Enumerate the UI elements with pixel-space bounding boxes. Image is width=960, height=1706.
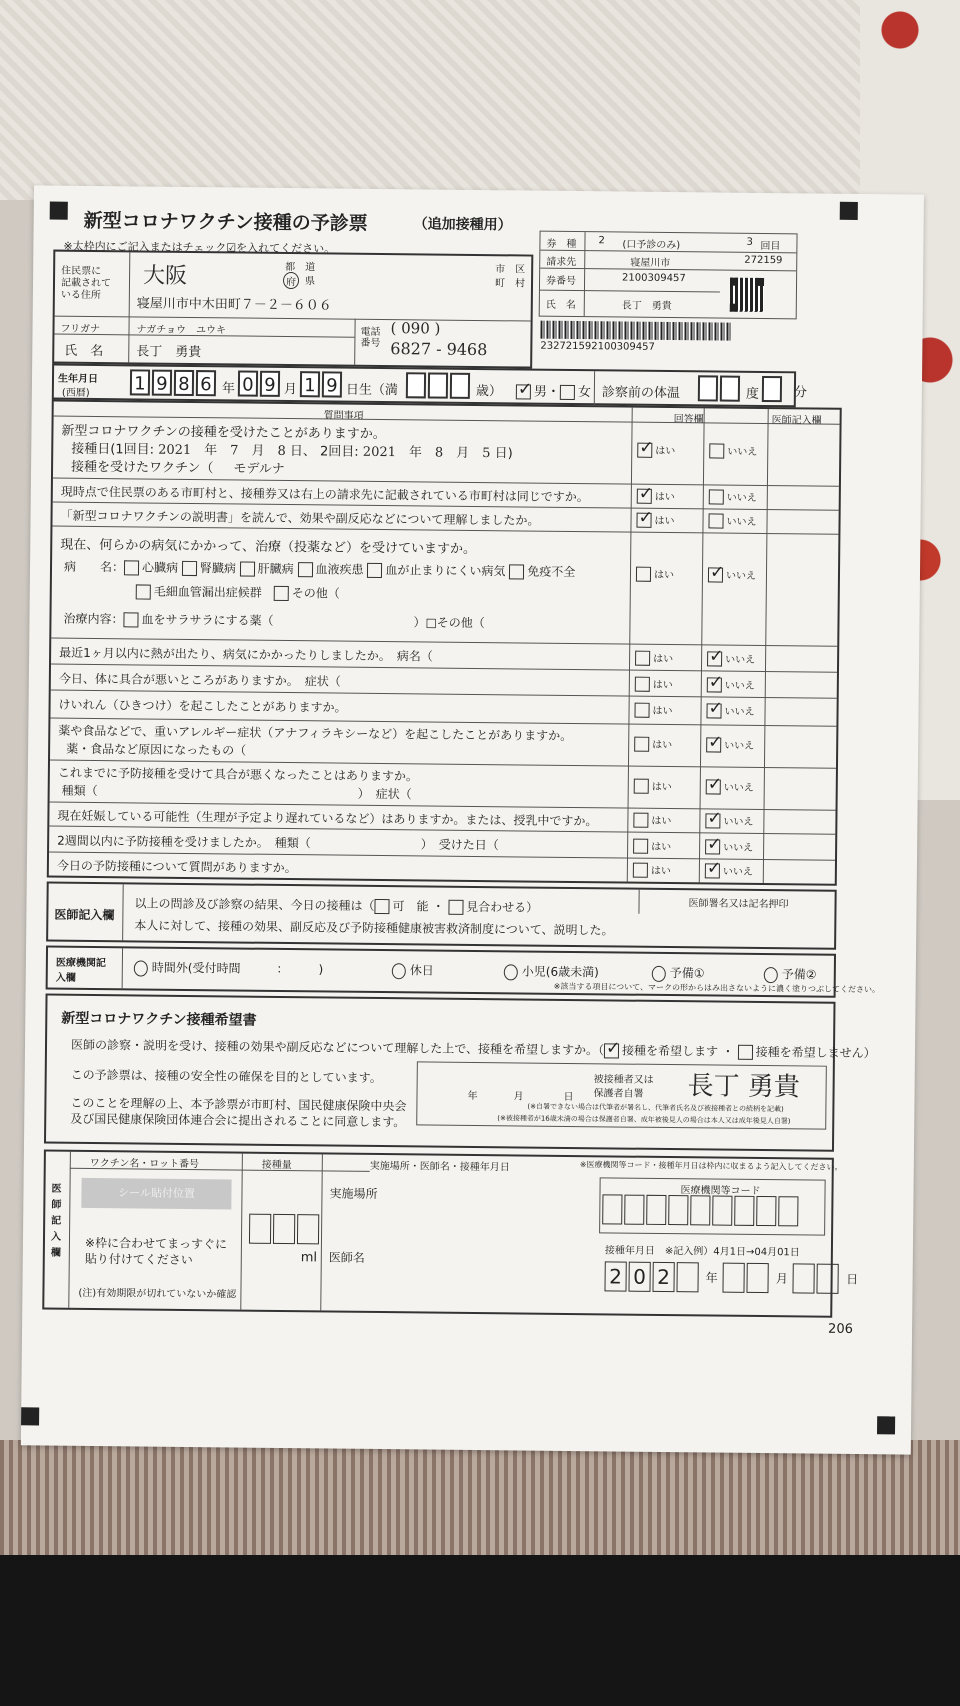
question-text: 種類（ xyxy=(61,783,98,799)
no-checkbox[interactable] xyxy=(705,813,720,828)
registration-mark xyxy=(877,1416,895,1434)
vaccination-record-section xyxy=(42,1149,859,1317)
no-label: いいえ xyxy=(727,446,758,458)
question-text: 現時点で住民票のある市町村と、接種券又は右上の請求先に記載されている市町村は同じですか。 xyxy=(60,484,589,505)
yes-label: はい xyxy=(655,445,676,458)
dark-background xyxy=(0,1555,960,1706)
question-text: 今日の予防接種について質問がありますか。 xyxy=(56,858,297,876)
yes-label: はい xyxy=(650,865,671,878)
year-label: 年 xyxy=(221,381,235,397)
capillary-checkbox[interactable] xyxy=(136,584,151,599)
date-year-label: 年 xyxy=(705,1270,718,1286)
billing-label: 請求先 xyxy=(546,256,577,269)
code-digit-box[interactable] xyxy=(712,1196,732,1226)
birth-year-digit: 1 xyxy=(130,369,150,395)
vaccination-date-label: 接種年月日 xyxy=(604,1245,655,1257)
city-kind: 村 xyxy=(514,278,526,290)
no-checkbox[interactable] xyxy=(709,489,724,504)
yes-checkbox[interactable] xyxy=(633,813,648,828)
yes-label: はい xyxy=(652,739,673,752)
sticker-note: ※枠に合わせてまっすぐに xyxy=(84,1235,228,1252)
ticket-type-note: (口予診のみ) xyxy=(622,239,681,252)
month-digit-box[interactable] xyxy=(747,1263,769,1293)
question-text: 最近1ヶ月以内に熱が出たり、病気にかかったりしましたか。 病名（ xyxy=(59,645,433,664)
pref-kind: 県 xyxy=(304,276,316,288)
name-value: 長丁 勇貴 xyxy=(136,344,202,361)
question-text: 新型コロナワクチンの接種を受けたことがありますか。 xyxy=(61,423,386,443)
dose-digit-box[interactable] xyxy=(273,1214,295,1244)
female-checkbox[interactable] xyxy=(560,385,575,400)
question-text: ） 受けた日（ xyxy=(420,837,499,853)
consent-text: 医師の診察・説明を受け、接種の効果や副反応などについて理解した上で、接種を希望しますか。（ xyxy=(70,1037,605,1058)
phone-number: 6827 - 9468 xyxy=(390,339,488,360)
question-text: 接種を受けたワクチン（ xyxy=(70,459,214,477)
temp-decimal-label: 分 xyxy=(793,385,807,401)
yes-label: はい xyxy=(651,815,672,828)
institution-code-box xyxy=(599,1177,826,1235)
birth-day xyxy=(300,371,344,397)
doctor-text: ） xyxy=(526,900,539,915)
blood-checkbox[interactable] xyxy=(297,562,312,577)
no-label: いいえ xyxy=(726,516,757,528)
address-label: いる住所 xyxy=(60,289,101,302)
no-label: いいえ xyxy=(723,782,754,794)
question-row xyxy=(53,416,840,486)
yes-checkbox[interactable] xyxy=(634,779,649,794)
year-digit: 0 xyxy=(628,1262,650,1292)
doctor-name-label: 医師名 xyxy=(328,1250,365,1265)
registration-mark xyxy=(840,202,858,220)
no-label: いいえ xyxy=(723,816,754,828)
signature-box xyxy=(416,1061,827,1129)
age-box[interactable] xyxy=(450,373,470,399)
not-want-label: 接種を希望しません） xyxy=(755,1044,876,1061)
ticket-info-panel xyxy=(539,231,798,320)
reserve1-mark[interactable] xyxy=(652,965,666,981)
birth-year-digit: 9 xyxy=(152,370,172,396)
form-title: 新型コロナワクチン接種の予診票 xyxy=(83,209,368,235)
barcode-number: 232721592100309457 xyxy=(540,340,655,353)
month-digit-box[interactable] xyxy=(723,1263,745,1293)
code-digit-box[interactable] xyxy=(668,1195,688,1225)
disease-option: 毛細血管漏出症候群 xyxy=(153,584,262,600)
instruction-text: ※太枠内にご記入またはチェック☑を入れてください。 xyxy=(63,239,336,256)
disease-option: 腎臓病 xyxy=(199,561,236,576)
date-day-label: 日 xyxy=(846,1272,859,1287)
dose-digit-box[interactable] xyxy=(297,1214,319,1244)
pref-kind: 都 xyxy=(285,261,296,274)
age-box[interactable] xyxy=(406,372,426,398)
consent-month-label: 月 xyxy=(513,1091,524,1103)
yes-checkbox[interactable] xyxy=(635,677,650,692)
consent-text: このことを理解の上、本予診票が市町村、国民健康保険中央会 xyxy=(70,1095,407,1114)
date-month-label: 月 xyxy=(775,1271,789,1286)
no-label: いいえ xyxy=(725,570,757,582)
phone-area-code: ( 090 ) xyxy=(390,319,441,338)
vaccination-date xyxy=(604,1261,858,1294)
code-digit-box[interactable] xyxy=(778,1196,798,1226)
first-dose-date: 2021 年 7 月 8 xyxy=(158,442,286,459)
signature: 長丁 勇貴 xyxy=(687,1071,801,1103)
birth-label: 生年月日 xyxy=(57,373,99,386)
doctor-text: 以上の問診及び診察の結果、今日の接種は（ xyxy=(134,896,375,913)
temp-box[interactable] xyxy=(720,376,740,402)
code-digit-box[interactable] xyxy=(756,1196,776,1226)
code-digit-box[interactable] xyxy=(602,1194,622,1224)
yes-label: はい xyxy=(652,679,673,692)
consent-title: 新型コロナワクチン接種希望書 xyxy=(61,1010,257,1029)
institution-label: 医療機関記入欄 xyxy=(55,957,106,984)
day-digit-box[interactable] xyxy=(817,1264,839,1294)
holiday-mark[interactable] xyxy=(392,963,406,979)
code-digit-box[interactable] xyxy=(646,1195,666,1225)
yes-label: はい xyxy=(652,705,673,718)
no-checkbox[interactable] xyxy=(705,839,720,854)
header-answer: 回答欄 xyxy=(673,414,704,426)
page-number: 206 xyxy=(828,1321,853,1337)
birth-year-digit: 6 xyxy=(196,370,216,396)
city-kind: 区 xyxy=(515,264,526,276)
question-text: 接種日(1回目: xyxy=(71,441,155,458)
day-label: 日生（満 xyxy=(345,382,398,399)
no-checkbox[interactable] xyxy=(706,703,721,718)
day-digit-box[interactable] xyxy=(793,1263,815,1293)
heart-checkbox[interactable] xyxy=(124,560,139,575)
city-kind: 市 xyxy=(495,264,506,276)
option-label: 時間外(受付時間 ： ) xyxy=(151,960,324,977)
no-label: いいえ xyxy=(724,680,755,692)
no-label: いいえ xyxy=(723,842,754,854)
no-checkbox[interactable] xyxy=(707,677,722,692)
sticker-note: 貼り付けてください xyxy=(84,1251,193,1268)
year-digit-box[interactable] xyxy=(676,1262,698,1292)
yes-label: はい xyxy=(654,491,675,504)
code-digit-box[interactable] xyxy=(690,1195,710,1225)
pref-kind: 道 xyxy=(305,262,316,274)
yes-checkbox[interactable] xyxy=(635,651,650,666)
signature-note: (※被接種者が16歳未満の場合は保護者自署、成年被後見人の場合は本人又は成年後見人自署) xyxy=(497,1114,791,1126)
dose-header: 接種量 xyxy=(261,1159,292,1172)
bleeding-checkbox[interactable] xyxy=(367,563,382,578)
birth-year xyxy=(130,369,218,396)
no-checkbox[interactable] xyxy=(705,863,720,878)
disease-option: 免疫不全 xyxy=(527,564,576,580)
question-text: これまでに予防接種を受けて具合が悪くなったことはありますか。 xyxy=(57,765,418,784)
possible-label: 可 能 xyxy=(392,899,429,914)
doctor-text: 本人に対して、接種の効果、副反応及び予防接種健康被害救済制度について、説明した。 xyxy=(134,918,614,938)
temperature-label: 診察前の体温 xyxy=(601,385,680,402)
dose-number: 3 xyxy=(746,236,753,248)
consent-day-label: 日 xyxy=(563,1091,574,1104)
consent-text: この予診票は、接種の安全性の確保を目的としています。 xyxy=(70,1067,382,1086)
question-text: 薬・食品など原因になったもの（ xyxy=(66,741,247,758)
yes-checkbox[interactable] xyxy=(633,863,648,878)
header-doctor: 医師記入欄 xyxy=(771,415,822,427)
consent-text: 及び国民健康保険団体連合会に提出されることに同意します。 xyxy=(70,1111,406,1130)
qr-code xyxy=(730,278,764,312)
billing-code: 272159 xyxy=(744,254,783,267)
ticket-number-value: 2100309457 xyxy=(622,272,686,285)
disease-label: 病 名： xyxy=(63,559,125,575)
option-label: 予備① xyxy=(669,966,705,981)
question-text: 薬や食品などで、重いアレルギー症状（アナフィラキシーなど）を起こしたことがありますか。 xyxy=(58,723,573,744)
expiry-note: (注)有効期限が切れていないか確認 xyxy=(78,1287,237,1301)
yes-checkbox[interactable] xyxy=(633,839,648,854)
name-label: 氏 名 xyxy=(64,343,104,360)
year-digit: 2 xyxy=(652,1262,674,1292)
question-text: 現在妊娠している可能性（生理が予定より遅れているなど）はありますか。または、授乳中ですか。 xyxy=(57,808,598,829)
no-label: いいえ xyxy=(724,706,755,718)
possible-checkbox[interactable] xyxy=(374,899,389,914)
ticket-type-label: 券 種 xyxy=(546,238,577,251)
place-label: 実施場所 xyxy=(329,1186,378,1201)
no-checkbox[interactable] xyxy=(706,737,721,752)
not-want-checkbox[interactable] xyxy=(738,1045,753,1060)
form-subtitle: （追加接種用） xyxy=(413,216,512,234)
no-checkbox[interactable] xyxy=(708,567,723,582)
birth-day-digit: 1 xyxy=(300,371,320,397)
blood-thinner-checkbox[interactable] xyxy=(123,612,138,627)
immune-checkbox[interactable] xyxy=(509,564,524,579)
date-example: ※記入例）4月1日→04月01日 xyxy=(664,1246,800,1259)
option-label: 予備② xyxy=(781,967,817,982)
question-text: 現在、何らかの病気にかかって、治療（投薬など）を受けていますか。 xyxy=(60,537,477,557)
yes-checkbox[interactable] xyxy=(636,567,651,582)
questions-table xyxy=(47,400,842,886)
yes-label: はい xyxy=(653,653,674,666)
institution-section xyxy=(46,946,881,998)
birth-month-digit: 0 xyxy=(238,370,258,396)
no-checkbox[interactable] xyxy=(707,651,722,666)
code-digit-box[interactable] xyxy=(624,1195,644,1225)
no-label: いいえ xyxy=(725,654,756,666)
pref-kind-selected: 府 xyxy=(283,272,299,289)
registration-mark xyxy=(50,202,68,220)
yes-label: はい xyxy=(651,841,672,854)
male-checkbox[interactable] xyxy=(516,384,531,399)
birth-year-digit: 8 xyxy=(174,370,194,396)
signer-label: 保護者自署 xyxy=(593,1088,644,1100)
doctor-section: 医師記入欄 以上の問診及び診察の結果、今日の接種は（ 可 能 ・ 見合わせる） 本人に対して、接種の効果、副反応及び予防接種健康被害救済制度について、説明した。 医師署名又は記名押印 xyxy=(46,882,837,950)
doctor-section-label: 医師記入欄 xyxy=(54,907,115,923)
reserve2-mark[interactable] xyxy=(764,967,778,983)
signer-label: 被接種者又は xyxy=(593,1074,654,1086)
institution-note: ※該当する項目について、マークの形からはみ出さないように濃く塗りつぶしてください。 xyxy=(553,981,881,995)
treatment-option: ）□その他（ xyxy=(413,615,485,631)
kidney-checkbox[interactable] xyxy=(182,561,197,576)
yes-checkbox[interactable] xyxy=(637,489,652,504)
no-label: いいえ xyxy=(726,492,757,504)
yes-label: はい xyxy=(654,515,675,528)
disease-option: 肝臓病 xyxy=(257,561,294,577)
billing-city: 寝屋川市 xyxy=(630,257,671,270)
question-text: ） 症状（ xyxy=(357,786,412,802)
temp-box[interactable] xyxy=(698,375,718,401)
city-kind: 町 xyxy=(494,278,506,290)
no-checkbox[interactable] xyxy=(708,513,723,528)
barcode xyxy=(540,321,730,341)
option-label: 小児(6歳未満) xyxy=(521,964,599,980)
dose-digit-box[interactable] xyxy=(249,1214,271,1244)
question-text: 日) xyxy=(494,446,513,462)
phone-label: 電話番号 xyxy=(360,326,381,349)
yes-checkbox[interactable] xyxy=(637,443,652,458)
disease-option: 血が止まりにくい病気 xyxy=(385,563,506,579)
no-label: いいえ xyxy=(724,740,755,752)
defer-checkbox[interactable] xyxy=(448,900,463,915)
second-dose-date: 2021 年 8 月 5 xyxy=(362,444,491,462)
age-label: 歳） xyxy=(475,383,502,400)
consent-section: 新型コロナワクチン接種希望書 医師の診察・説明を受け、接種の効果や副反応などについて理解した上で、接種を希望しますか。（✓ 接種を希望します ・ 接種を希望しません） この予診票は、接種の安全性の確保を目的としています。 このことを理解の上、本予診票が市町村、国民健康保険中央会 及び国民健康保険団体連合会に提出されることに同意します。 年 月 日 被接種者又は 保護者自署 長丁 勇貴 (※自署できない場合は代筆者が署名し、代筆者氏名及び被接種者との続柄を記載) (※被接種者が16歳未満の場合は保護者自署、成年被後見人の場合は本人又は成年後見人自署) xyxy=(44,994,836,1152)
questionnaire-paper xyxy=(21,185,924,1454)
ticket-type-value: 2 xyxy=(598,235,605,247)
fabric-background-bottom xyxy=(0,1440,960,1560)
birth-label-sub: (西暦) xyxy=(61,387,90,399)
liver-checkbox[interactable] xyxy=(240,562,255,577)
birth-month xyxy=(238,370,282,396)
month-label: 月 xyxy=(283,381,297,398)
ticket-name-label: 氏 名 xyxy=(545,299,576,312)
ticket-name-value: 長丁 勇貴 xyxy=(621,300,672,313)
child-mark[interactable] xyxy=(504,964,518,980)
question-row xyxy=(51,526,838,646)
place-header: 実施場所・医師名・接種年月日 xyxy=(369,1160,510,1174)
signature-note: (※自署できない場合は代筆者が署名し、代筆者氏名及び被接種者との続柄を記載) xyxy=(527,1102,784,1114)
want-vaccine-label: 接種を希望します xyxy=(621,1043,719,1059)
header-question: 質問事項 xyxy=(323,410,364,422)
no-checkbox[interactable] xyxy=(706,779,721,794)
registration-mark xyxy=(21,1407,39,1425)
year-digit: 2 xyxy=(604,1261,626,1291)
question-text: 日、 2回目: xyxy=(289,444,359,460)
address-value: 寝屋川市中木田町７－２－６０６ xyxy=(136,296,332,314)
code-digit-box[interactable] xyxy=(734,1196,754,1226)
doctor-sign-label: 医師署名又は記名押印 xyxy=(688,898,789,911)
question-text: 「新型コロナワクチンの説明書」を読んで、効果や副反応などについて理解しましたか。 xyxy=(60,508,540,528)
birth-day-digit: 9 xyxy=(322,371,342,397)
furigana-label: フリガナ xyxy=(60,323,101,336)
yes-label: はい xyxy=(653,569,675,582)
sticker-area: シール貼付位置 xyxy=(81,1178,231,1210)
after-hours-mark[interactable] xyxy=(134,960,148,976)
birth-month-digit: 9 xyxy=(260,371,280,397)
yes-checkbox[interactable] xyxy=(634,703,649,718)
male-label: 男・ xyxy=(533,384,560,400)
female-label: 女 xyxy=(577,385,591,401)
other-disease-checkbox[interactable] xyxy=(274,586,289,601)
consent-year-label: 年 xyxy=(467,1090,478,1103)
treatment-option: 血をサラサラにする薬（ xyxy=(141,612,274,628)
address-label: 記載されて xyxy=(60,277,112,290)
furigana-value: ナガチョウ ユウキ xyxy=(136,324,227,337)
address-label: 住民票に xyxy=(61,265,102,278)
degree-label: 度 xyxy=(745,386,759,402)
option-label: 休日 xyxy=(409,963,434,978)
no-label: いいえ xyxy=(722,866,753,878)
yes-checkbox[interactable] xyxy=(634,737,649,752)
yes-label: はい xyxy=(651,781,672,794)
want-vaccine-checkbox[interactable] xyxy=(604,1043,619,1058)
no-checkbox[interactable] xyxy=(709,443,724,458)
record-note: ※医療機関等コード・接種年月日は枠内に収まるよう記入してください。 xyxy=(579,1160,843,1172)
treatment-label: 治療内容： xyxy=(63,611,124,627)
question-text: 今日、体に具合が悪いところがありますか。 症状（ xyxy=(58,671,341,689)
prefecture-handwritten: 大阪 xyxy=(142,263,188,289)
question-text: けいれん（ひきつけ）を起こしたことがありますか。 xyxy=(58,697,347,715)
temp-box[interactable] xyxy=(762,376,782,402)
vaccine-name: モデルナ xyxy=(233,461,285,477)
vaccine-lot-header: ワクチン名・ロット番号 xyxy=(89,1157,200,1171)
question-text: 2週間以内に予防接種を受けましたか。 種類（ xyxy=(57,833,311,851)
ticket-number-label: 券番号 xyxy=(545,275,577,288)
defer-label: 見合わせる xyxy=(466,899,527,915)
personal-info-box xyxy=(52,250,533,369)
dose-number-label: 回目 xyxy=(760,240,781,253)
age-box[interactable] xyxy=(428,372,448,398)
ml-unit: ml xyxy=(300,1250,318,1266)
disease-option: 心臓病 xyxy=(141,560,179,575)
record-side-label: 医師記入欄 xyxy=(50,1183,62,1259)
code-label: 医療機関等コード xyxy=(680,1185,761,1198)
disease-option: その他（ xyxy=(291,586,340,601)
yes-checkbox[interactable] xyxy=(636,513,651,528)
fabric-background-top xyxy=(0,0,960,200)
disease-option: 血液疾患 xyxy=(315,562,364,577)
